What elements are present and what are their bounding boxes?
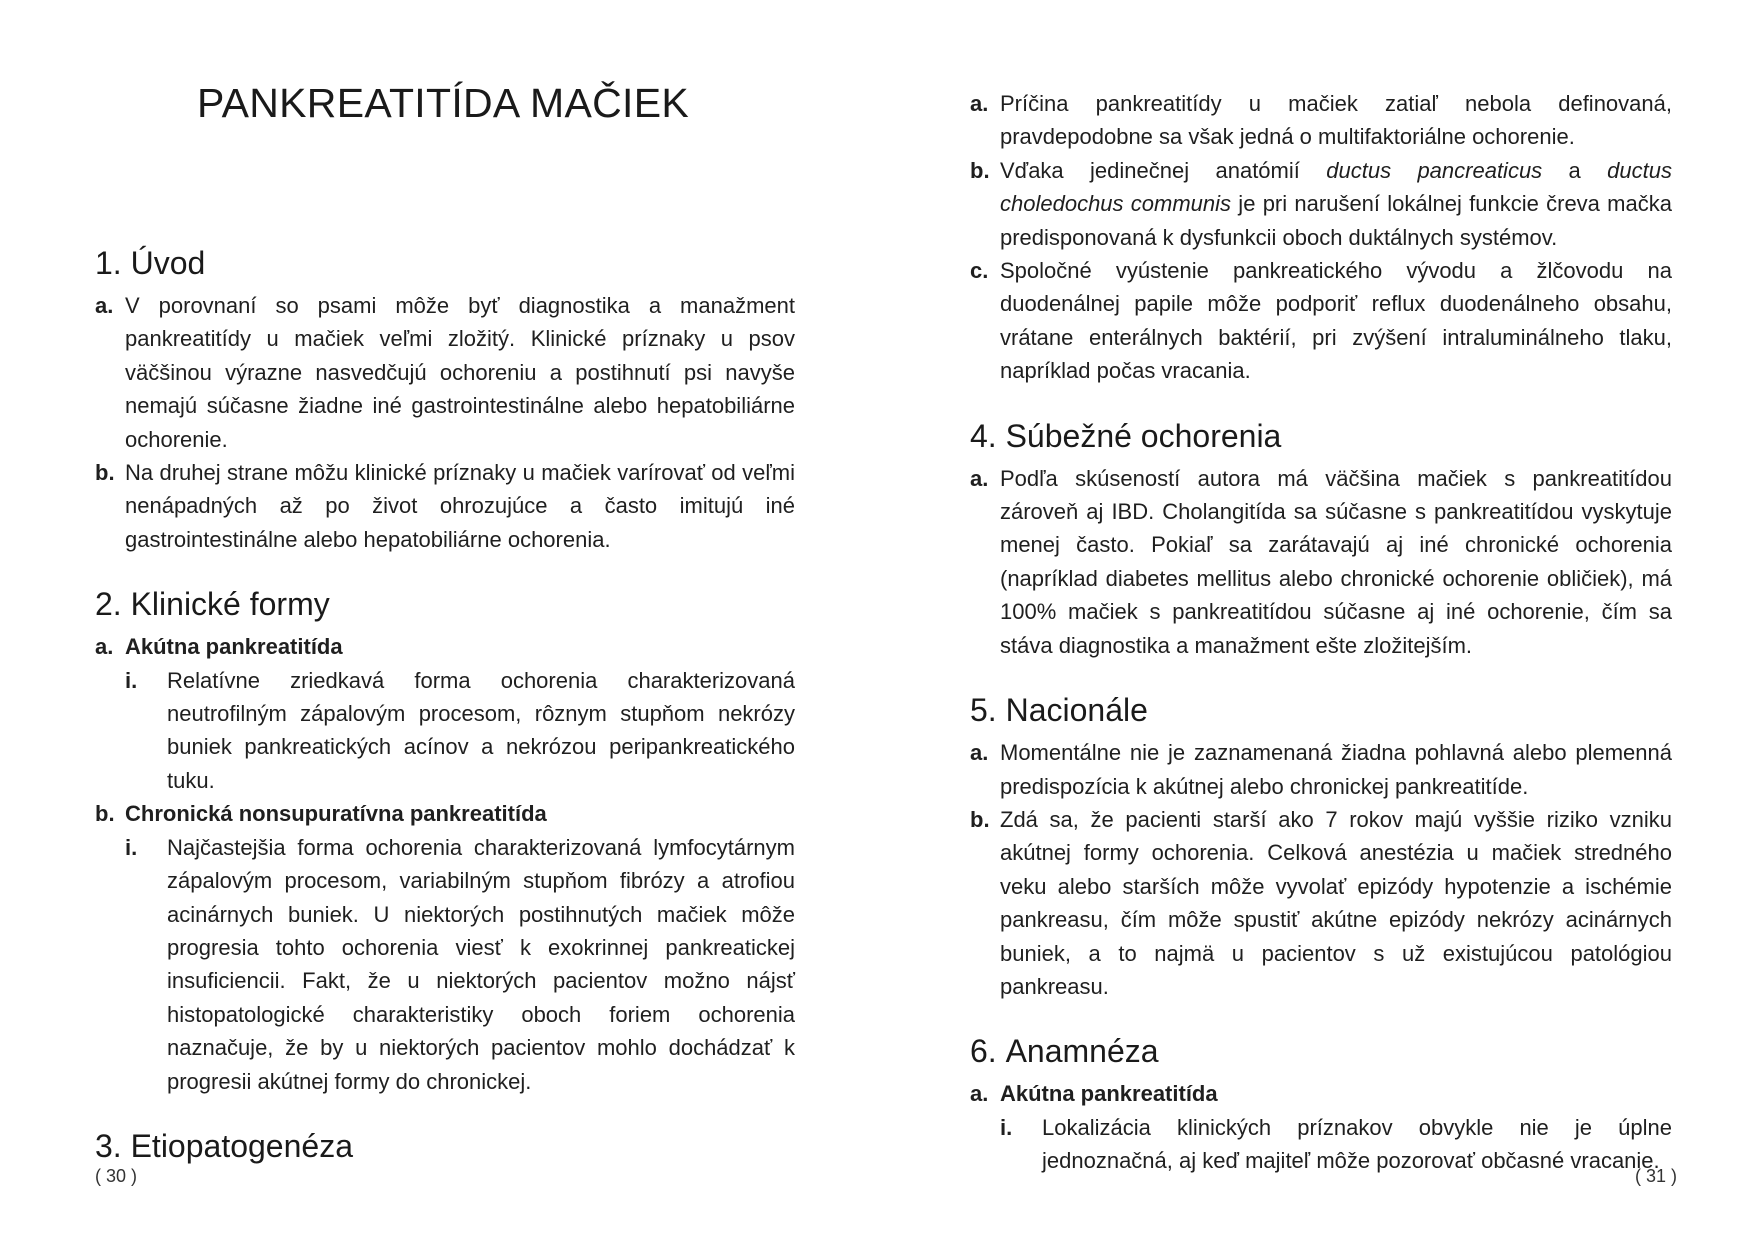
subsection-heading [95,797,795,830]
list-marker: a. [970,740,989,766]
section-number: 5. [970,692,997,729]
right-column [970,87,1672,1206]
sublist-item-text: Najčastejšia forma ochorenia charakterizovaná lymfocytárnym zápalovým procesom, variabilným stupňom fibrózy a atrofiou acinárnych buniek. U niektorých postihnutých mačiek môže progresia tohto ochorenia viesť k exokrinnej pankreatickej insuficiencii. Fakt, že u niektorých pacientov možno nájsť histopatologické charakteristiky oboch foriem ochorenia naznačuje, že by u niektorých pacientov mohlo dochádzať k progresii akútnej formy do chronickej. [167,834,795,1094]
list-item-text: Zdá sa, že pacienti starší ako 7 rokov majú vyššie riziko vzniku akútnej formy ochorenia. Celková anestézia u mačiek stredného veku alebo starších môže vyvolať epizódy hypotenzie a ischémie pankreasu, čím môže spustiť akútne epizódy nekrózy acinárnych buniek, a to najmä u pacientov s už existujúcou patológiou pankreasu. [1000,806,1672,999]
sublist-item [970,1111,1672,1178]
section-title: Úvod [130,245,206,281]
section-heading [970,1031,1672,1071]
list-marker: a. [95,634,114,660]
list-item-text: Spoločné vyústenie pankreatického vývodu a žlčovodu na duodenálnej papile môže podporiť reflux duodenálneho obsahu, vrátane enterálnych baktérií, pri zvýšení intraluminálneho tlaku, napríklad počas vracania. [1000,258,1672,384]
latin-term: ductus pancreaticus [1326,157,1543,183]
list-item [95,456,795,556]
list-item-text: Podľa skúseností autora má väčšina mačiek s pankreatitídou zároveň aj IBD. Cholangitída sa súčasne s pankreatitídou vyskytuje menej často. Pokiaľ sa zarátavajú aj iné chronické ochorenia (napríklad diabetes mellitus alebo chronické ochorenie obličiek), má 100% mačiek s pankreatitídou súčasne aj iné ochorenie, čím sa stáva diagnostika a manažment ešte zložitejším. [1000,465,1672,658]
section-heading [970,416,1672,456]
right-page [877,0,1754,1240]
section-number: 3. [95,1127,122,1164]
section-etiopatogeneza-continued [970,87,1672,388]
section-number: 4. [970,417,997,454]
section-nacionale [970,690,1672,1003]
list-item-text: V porovnaní so psami môže byť diagnostika a manažment pankreatitídy u mačiek veľmi zložitý. Klinické príznaky u psov väčšinou výrazne nasvedčujú ochoreniu a postihnutí psi navyše nemajú súčasne žiadne iné gastrointestinálne alebo hepatobiliárne ochorenie. [125,293,795,452]
section-subezne-ochorenia [970,416,1672,662]
subsection-heading [95,630,795,663]
section-title: Súbežné ochorenia [1005,417,1282,454]
section-etiopatogeneza [95,1126,795,1166]
section-uvod [95,243,795,556]
sublist-item [95,664,795,798]
subsection-title: Akútna pankreatitída [125,634,343,660]
list-item-text: je pri narušení lokálnej funkcie čreva mačka predisponovaná k dysfunkcii oboch duktálnych systémov. [1000,191,1672,250]
sublist-item [95,831,795,1098]
section-title: Nacionále [1005,692,1148,729]
section-title: Anamnéza [1005,1033,1159,1070]
subsection-title: Akútna pankreatitída [1000,1081,1218,1107]
list-item [970,87,1672,154]
list-item [970,736,1672,803]
list-item [970,803,1672,1003]
section-heading [95,243,795,283]
left-column [95,243,795,1194]
list-item [95,289,795,456]
sublist-marker: i. [125,667,138,693]
section-number: 2. [95,586,122,623]
list-marker: b. [970,806,990,832]
list-marker: b. [95,801,115,827]
list-item-text: Na druhej strane môžu klinické príznaky u mačiek varírovať od veľmi nenápadných až po život ohrozujúce a často imitujú iné gastrointestinálne alebo hepatobiliárne ochorenia. [125,460,795,552]
section-title: Etiopatogenéza [130,1127,353,1164]
list-marker: b. [95,460,115,486]
subsection-heading [970,1077,1672,1110]
list-item [970,462,1672,662]
section-heading [970,690,1672,730]
sublist-marker: i. [1000,1114,1013,1140]
list-marker: a. [970,1081,989,1107]
latin-term: ductus choledochus communis [1000,157,1672,217]
list-item-text: Momentálne nie je zaznamenaná žiadna pohlavná alebo plemenná predispozícia k akútnej alebo chronickej pankreatitíde. [1000,740,1672,799]
sublist-item-text: Lokalizácia klinických príznakov obvykle nie je úplne jednoznačná, aj keď majiteľ môže pozorovať občasné vracanie. [1042,1114,1672,1174]
list-marker: a. [95,293,114,318]
section-title: Klinické formy [130,586,330,623]
section-klinicke-formy [95,584,795,1098]
subsection-title: Chronická nonsupuratívna pankreatitída [125,801,547,827]
section-number: 6. [970,1033,997,1070]
list-marker: a. [970,91,989,116]
section-anamneza [970,1031,1672,1177]
list-item-text: Príčina pankreatitídy u mačiek zatiaľ nebola definovaná, pravdepodobne sa však jedná o multifaktoriálne ochorenie. [1000,91,1672,150]
list-marker: a. [970,465,989,491]
page-number: ( 30 ) [95,1166,138,1186]
page-title: PANKREATITÍDA MAČIEK [196,80,689,126]
sublist-marker: i. [125,834,138,860]
list-marker: b. [970,157,990,183]
list-item [970,254,1672,388]
list-marker: c. [970,258,989,284]
sublist-item-text: Relatívne zriedkavá forma ochorenia charakterizovaná neutrofilným zápalovým procesom, rôznym stupňom nekrózy buniek pankreatických acínov a nekrózou peripankreatického tuku. [167,667,795,793]
list-item-text: a [1542,157,1608,183]
section-number: 1. [95,245,122,281]
list-item-text: Vďaka jedinečnej anatómií [1000,157,1327,183]
page-number: ( 31 ) [1635,1166,1678,1186]
list-item [970,154,1672,254]
section-heading [95,1126,795,1166]
section-heading [95,584,795,624]
